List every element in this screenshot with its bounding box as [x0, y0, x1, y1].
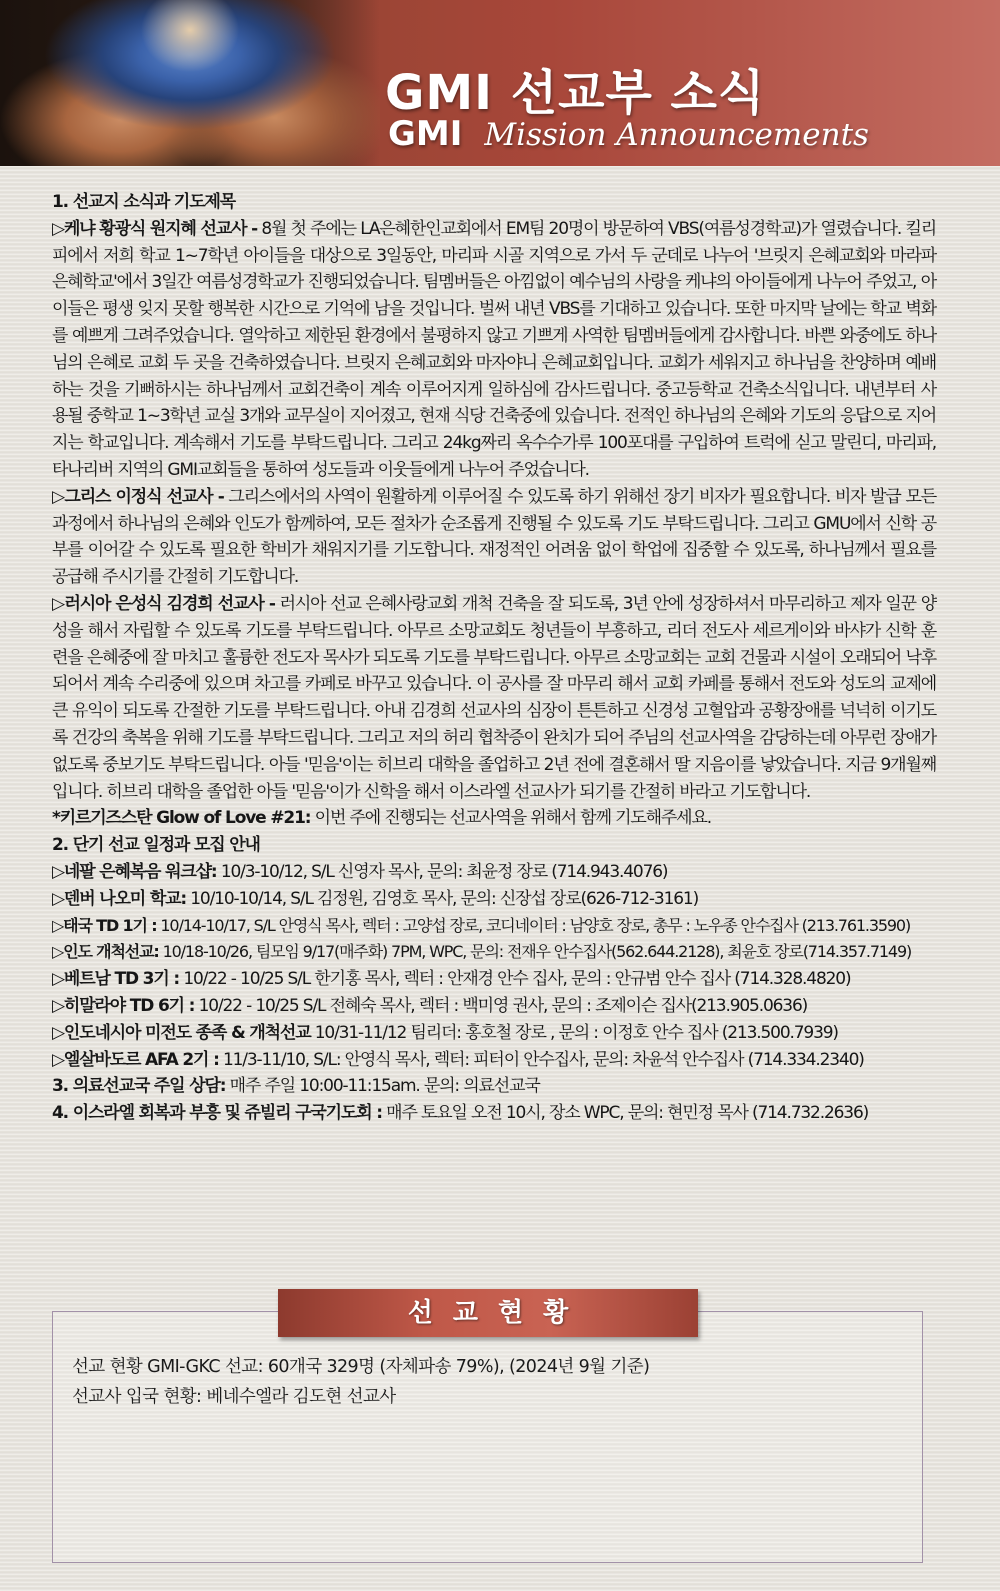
- trip-text: 10/22 - 10/25 S/L 전혜숙 목사, 렉터 : 백미영 권사, 문의 : 조제이슨 집사(213.905.0636): [194, 995, 808, 1016]
- kenya-label: ▷케냐 황광식 원지혜 선교사 -: [52, 218, 258, 239]
- trip-label: ▷네팔 은혜복음 워크샵:: [52, 861, 217, 882]
- section-3-medical: [52, 1073, 936, 1100]
- greece-label: ▷그리스 이정식 선교사 -: [52, 486, 224, 507]
- trip-item-india: [52, 939, 936, 966]
- mission-status-line: 선교사 입국 현황: 베네수엘라 김도현 선교사: [72, 1387, 396, 1407]
- globe-in-hands-image: [0, 0, 380, 166]
- mission-status-lines: [72, 1352, 902, 1412]
- trip-label: ▷엘살바도르 AFA 2기 :: [52, 1049, 219, 1070]
- trip-item-denver: [52, 886, 936, 913]
- section-1-heading: 1. 선교지 소식과 기도제목: [52, 192, 236, 212]
- trip-item-himalaya: [52, 993, 936, 1020]
- trip-text: 10/31-11/12 팀리더: 홍호철 장로 , 문의 : 이정호 안수 집사 (213.500.7939): [310, 1022, 838, 1043]
- kyrgyz-label: *키르기즈스탄 Glow of Love #21:: [52, 808, 311, 829]
- trip-label: ▷베트남 TD 3기 :: [52, 969, 180, 990]
- trip-text: 11/3-11/10, S/L: 안영식 목사, 렉터: 피터이 안수집사, 문의: 차윤석 안수집사 (714.334.2340): [218, 1049, 864, 1070]
- kenya-text: 8월 첫 주에는 LA은혜한인교회에서 EM팀 20명이 방문하여 VBS(여름성경학교)가 열렸습니다. 킬리피에서 저희 학교 1~7학년 아이들을 대상으로 3일동안, 마리파 시골 지역으로 가서 두 군데로 나누어 '브릿지 은혜교회와 마라파 은혜학교'에서 3일간 여름성경학교가 진행되었습니다. 팀멤버들은 아낌없이 예수님의 사랑을 케냐의 아이들에게 나누어 주었고, 아이들은 평생 잊지 못할 행복한 시간으로 기억에 남을 것입니다. 벌써 내년 VBS를 기대하고 있습니다. 또한 마지막 날에는 학교 벽화를 예쁘게 그려주었습니다. 열악하고 제한된 환경에서 불평하지 않고 기쁘게 사역한 팀멤버들에게 감사합니다. 바쁜 와중에도 하나님의 은혜로 교회 두 곳을 건축하였습니다. 브릿지 은혜교회와 마자야니 은혜교회입니다. 교회가 세워지고 하나님을 찬양하며 예배하는 것을 기뻐하시는 하나님께서 교회건축이 계속 이루어지게 일하심에 감사드립니다. 중고등학교 건축소식입니다. 내년부터 사용될 중학교 1~3학년 교실 3개와 교무실이 지어졌고, 현재 식당 건축중에 있습니다. 전적인 하나님의 은혜와 기도의 응답으로 지어지는 학교입니다. 계속해서 기도를 부탁드립니다. 그리고 24kg짜리 옥수수가루 100포대를 구입하여 트럭에 싣고 말린디, 마리파, 타나리버 지역의 GMI교회들을 통하여 성도들과 이웃들에게 나누어 주었습니다.: [52, 218, 936, 480]
- greece-text: 그리스에서의 사역이 원활하게 이루어질 수 있도록 하기 위해선 장기 비자가 필요합니다. 비자 발급 모든 과정에서 하나님의 은혜와 인도가 함께하여, 모든 절차가 순조롭게 진행될 수 있도록 기도 부탁드립니다. 그리고 GMU에서 신학 공부를 이어갈 수 있도록 필요한 학비가 채워지기를 기도합니다. 재정적인 어려움 없이 학업에 집중할 수 있도록, 하나님께서 필요를 공급해 주시기를 간절히 기도합니다.: [52, 486, 936, 588]
- trip-label: ▷인도네시아 미전도 종족 & 개척선교: [52, 1022, 311, 1043]
- greece-paragraph: [52, 484, 936, 591]
- trip-label: ▷히말라야 TD 6기 :: [52, 995, 195, 1016]
- mission-status-banner: 선교현황: [278, 1289, 698, 1337]
- kyrgyz-line: [52, 805, 936, 832]
- section-2-heading: 2. 단기 선교 일정과 모집 안내: [52, 835, 260, 856]
- section-3-label: 3. 의료선교국 주일 상담:: [52, 1076, 226, 1097]
- trip-item-indonesia: [52, 1020, 936, 1047]
- kenya-paragraph: [52, 216, 936, 484]
- trip-text: 10/22 - 10/25 S/L 한기홍 목사, 렉터 : 안재경 안수 집사, 문의 : 안규범 안수 집사 (714.328.4820): [179, 969, 851, 990]
- trip-item-thailand: [52, 913, 936, 940]
- russia-label: ▷러시아 은성식 김경희 선교사 -: [52, 593, 275, 614]
- trip-item-nepal: [52, 859, 936, 886]
- russia-paragraph: [52, 591, 936, 805]
- trip-label: ▷인도 개척선교:: [52, 942, 159, 962]
- trip-label: ▷태국 TD 1기 :: [52, 915, 157, 935]
- announcements-body: [52, 189, 936, 1127]
- section-3-text: 매주 주일 10:00-11:15am. 문의: 의료선교국: [225, 1076, 540, 1097]
- russia-text: 러시아 선교 은혜사랑교회 개척 건축을 잘 되도록, 3년 안에 성장하셔서 마무리하고 제자 일꾼 양성을 해서 자립할 수 있도록 기도를 부탁드립니다. 아무르 소망교회도 청년들이 부흥하고, 리더 전도사 세르게이와 바샤가 신학 훈련을 은혜중에 잘 마치고 훌륭한 전도자 목사가 되도록 기도를 부탁드립니다. 아무르 소망교회는 교회 건물과 시설이 오래되어 낙후되어서 계속 수리중에 있으며 차고를 카페로 바꾸고 있습니다. 이 공사를 잘 마무리 해서 교회 카페를 통해서 전도와 성도의 교제에 큰 유익이 되도록 간절한 기도를 부탁드립니다. 아내 김경희 선교사의 심장이 튼튼하고 신경성 고혈압과 공황장애를 넉넉히 이기도록 건강의 축복을 위해 기도를 부탁드립니다. 그리고 저의 허리 협착증이 완치가 되어 주님의 선교사역을 감당하는데 아무런 장애가 없도록 중보기도 부탁드립니다. 아들 '믿음'이는 히브리 대학을 졸업하고 2년 전에 결혼해서 딸 지음이를 낳았습니다. 지금 9개월째 입니다. 히브리 대학을 졸업한 아들 '믿음'이가 신학을 해서 이스라엘 선교사가 되기를 간절히 바라고 기도합니다.: [52, 593, 937, 802]
- section-4-prayer: [52, 1100, 936, 1127]
- trip-text: 10/3-10/12, S/L 신영자 목사, 문의: 최윤정 장로 (714.943.4076): [216, 861, 668, 882]
- section-4-text: 매주 토요일 오전 10시, 장소 WPC, 문의: 현민정 목사 (714.732.2636): [381, 1103, 869, 1124]
- header-banner: [0, 0, 1000, 166]
- trip-label: ▷덴버 나오미 학교:: [52, 888, 187, 909]
- trip-text: 10/18-10/26, 팀모임 9/17(매주화) 7PM, WPC, 문의: 전재우 안수집사(562.644.2128), 최윤호 장로(714.357.7149): [158, 942, 912, 962]
- mission-status-box: [52, 1311, 923, 1563]
- trip-text: 10/14-10/17, S/L 안영식 목사, 렉터 : 고양섭 장로, 코디네이터 : 남양호 장로, 총무 : 노우종 안수집사 (213.761.3590): [156, 915, 911, 935]
- mission-status-line: 선교 현황 GMI-GKC 선교: 60개국 329명 (자체파송 79%), (2024년 9월 기준): [72, 1357, 650, 1377]
- trip-text: 10/10-10/14, S/L 김정원, 김영호 목사, 문의: 신장섭 장로(626-712-3161): [186, 888, 699, 909]
- header-title-korean: GMI 선교부 소식: [385, 65, 766, 121]
- header-title-en-script: Mission Announcements: [484, 117, 869, 153]
- trip-item-el-salvador: [52, 1047, 936, 1074]
- section-4-label: 4. 이스라엘 회복과 부흥 및 쥬빌리 구국기도회 :: [52, 1103, 382, 1124]
- kyrgyz-text: 이번 주에 진행되는 선교사역을 위해서 함께 기도해주세요.: [310, 808, 711, 829]
- header-title-english: [388, 114, 908, 154]
- header-title-en-prefix: GMI: [388, 114, 463, 154]
- trip-item-vietnam: [52, 966, 936, 993]
